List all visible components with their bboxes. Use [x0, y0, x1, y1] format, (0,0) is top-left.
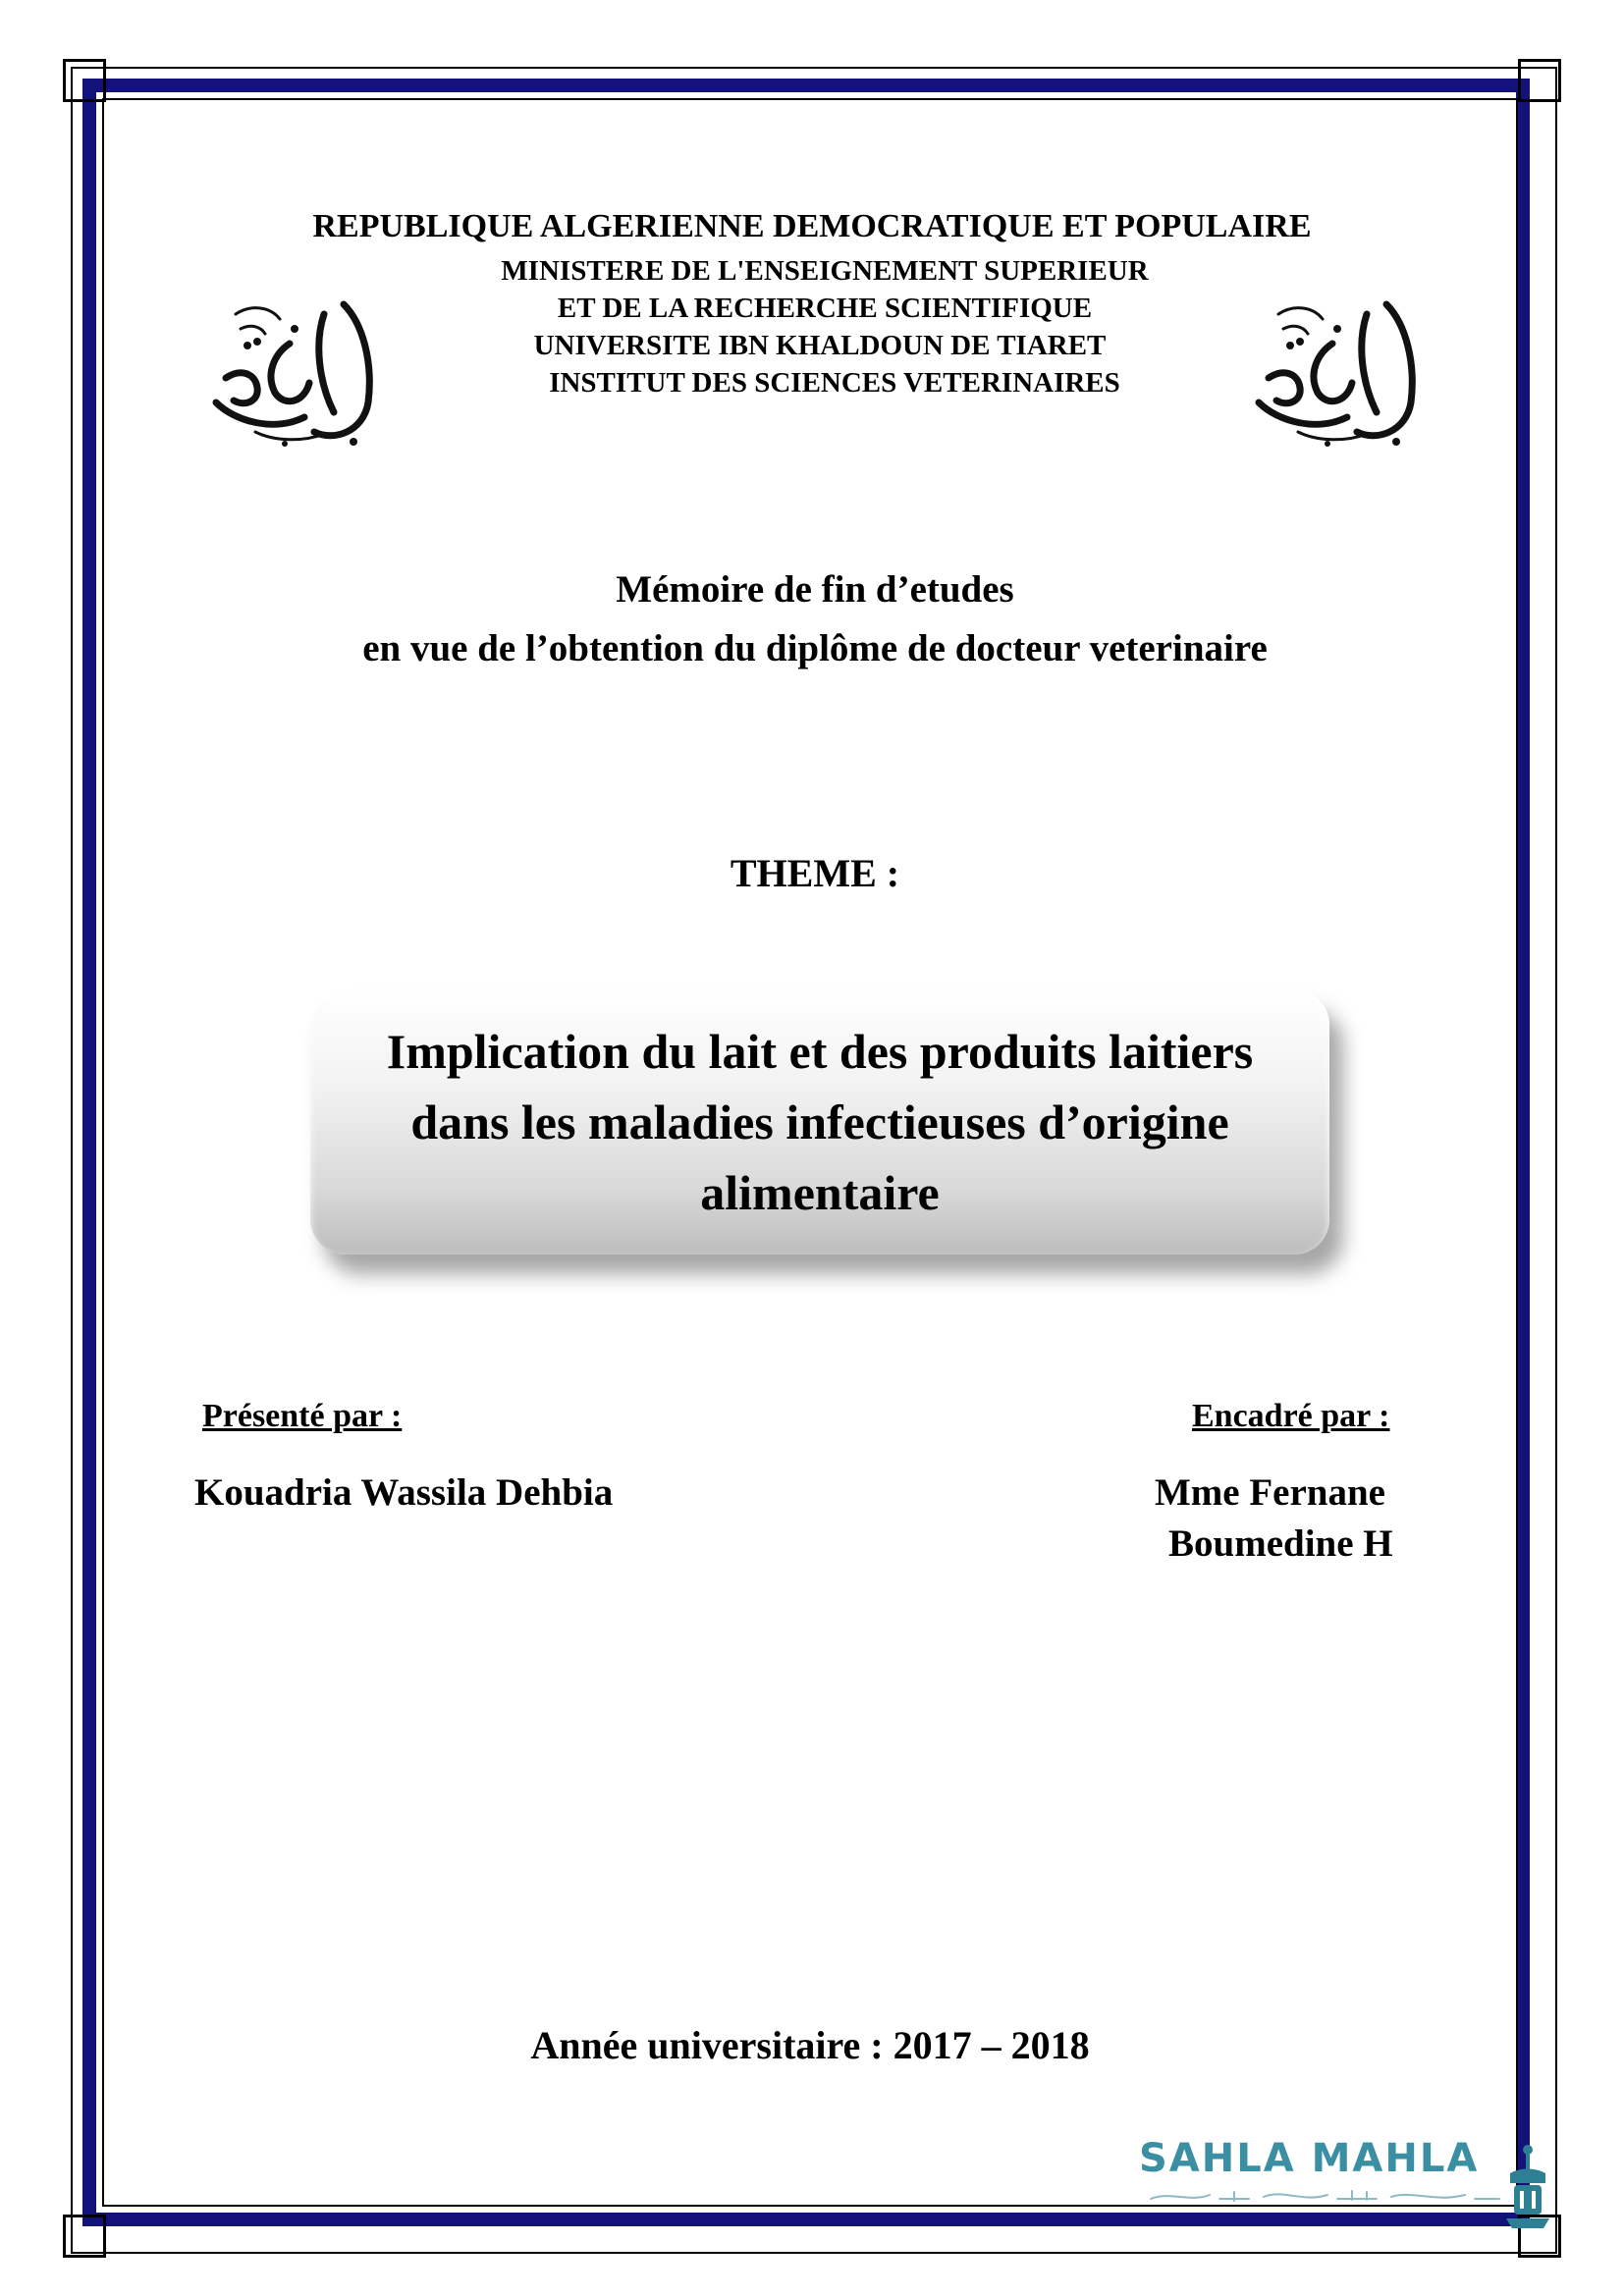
sahla-mahla-emblem-icon	[1504, 2140, 1551, 2230]
student-name: Kouadria Wassila Dehbia	[194, 1471, 614, 1514]
supervisor-name-line-2: Boumedine H	[1168, 1522, 1393, 1565]
university-calligraphy-logo-icon	[1239, 285, 1445, 452]
theme-title-line-3: alimentaire	[700, 1165, 940, 1220]
university-name: UNIVERSITE IBN KHALDOUN DE TIARET	[533, 330, 1107, 361]
academic-year: Année universitaire : 2017 – 2018	[530, 2023, 1090, 2067]
supervisor-name-line-1: Mme Fernane	[1155, 1471, 1385, 1514]
watermark-text: SAHLA MAHLA	[1139, 2136, 1480, 2181]
presented-by-label: Présenté par :	[202, 1398, 403, 1434]
republic-heading: REPUBLIQUE ALGERIENNE DEMOCRATIQUE ET POPULAIRE	[312, 208, 1312, 244]
border-corner-top-right	[1518, 59, 1561, 102]
ministry-line-1: MINISTERE DE L'ENSEIGNEMENT SUPERIEUR	[501, 255, 1149, 287]
memoire-line-1: Mémoire de fin d’etudes	[616, 568, 1014, 611]
theme-title-box	[310, 989, 1329, 1255]
institute-name: INSTITUT DES SCIENCES VETERINAIRES	[549, 367, 1120, 399]
watermark-arabic-tagline-icon	[1141, 2187, 1504, 2205]
university-calligraphy-logo-icon	[196, 285, 403, 452]
theme-label: THEME :	[730, 851, 900, 895]
ministry-line-2: ET DE LA RECHERCHE SCIENTIFIQUE	[557, 293, 1093, 324]
border-corner-bottom-left	[63, 2215, 106, 2258]
sahla-mahla-watermark	[1139, 2136, 1551, 2244]
theme-title-line-2: dans les maladies infectieuses d’origine	[410, 1095, 1229, 1149]
border-corner-top-left	[63, 59, 106, 102]
memoire-line-2: en vue de l’obtention du diplôme de docteur veterinaire	[362, 627, 1268, 669]
theme-title	[310, 1016, 1329, 1228]
theme-title-line-1: Implication du lait et des produits laitiers	[386, 1024, 1254, 1079]
supervised-by-label: Encadré par :	[1192, 1398, 1390, 1434]
